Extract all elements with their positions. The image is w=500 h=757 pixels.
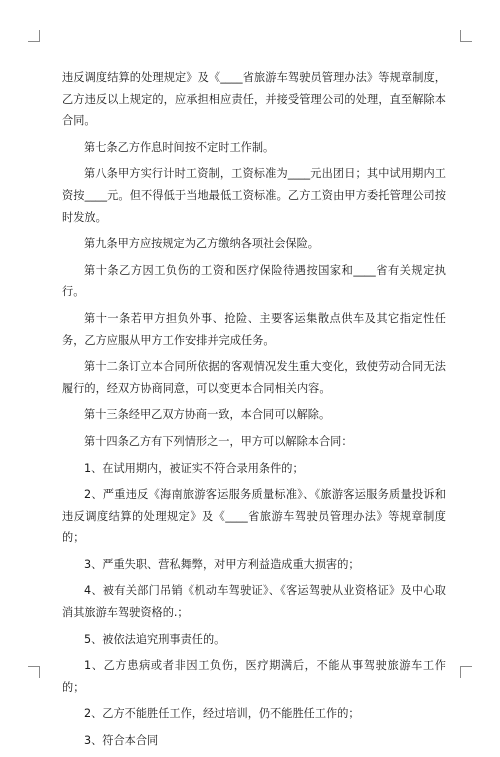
paragraph: 第十条乙方因工负伤的工资和医疗保险待遇按国家和____省有关规定执行。 [62, 263, 446, 299]
crop-mark-top-right [460, 30, 472, 42]
paragraph: 第十二条订立本合同所依据的客观情况发生重大变化，致使劳动合同无法履行的，经双方协商同意，可以变更本合同相关内容。 [62, 360, 446, 395]
list-item: 2、乙方不能胜任工作，经过培训，仍不能胜任工作的； [84, 707, 360, 721]
list-item: 1、乙方患病或者非因工负伤，医疗期满后，不能从事驾驶旅游车工作的； [62, 659, 446, 694]
list-item: 4、被有关部门吊销《机动车驾驶证》、《客运驾驶从业资格证》及中心取消其旅游车驾驶资格的.； [62, 584, 446, 620]
crop-mark-top-left [28, 30, 40, 42]
list-item: 1、在试用期内，被证实不符合录用条件的； [84, 461, 304, 475]
list-item: 3、严重失职、营私舞弊，对甲方利益造成重大损害的； [84, 557, 360, 571]
paragraph: 违反调度结算的处理规定》及《____省旅游车驾驶员管理办法》等规章制度，乙方违反以上规定的，应承担相应责任，并接受管理公司的处理，直至解除本合同。 [62, 71, 446, 128]
document-body [62, 67, 446, 757]
list-item: 2、严重违反《海南旅游客运服务质量标准》、《旅游客运服务质量投诉和违反调度结算的处理规定》及《____省旅游车驾驶员管理办法》等规章制度的； [62, 488, 446, 545]
paragraph: 第十三条经甲乙双方协商一致，本合同可以解除。 [84, 408, 331, 422]
crop-mark-bottom-right [460, 666, 472, 678]
crop-mark-bottom-left [28, 666, 40, 678]
paragraph: 第十四条乙方有下列情形之一，甲方可以解除本合同： [84, 434, 353, 448]
paragraph: 第八条甲方实行计时工资制，工资标准为____元出团日；其中试用期内工资按____元。但不得低于当地最低工资标准。乙方工资由甲方委托管理公司按时发放。 [62, 167, 446, 224]
list-item: 5、被依法追究刑事责任的。 [84, 632, 226, 646]
paragraph: 第九条甲方应按规定为乙方缴纳各项社会保险。 [84, 237, 319, 251]
paragraph: 第七条乙方作息时间按不定时工作制。 [84, 140, 275, 154]
paragraph: 第十一条若甲方担负外事、抢险、主要客运集散点供车及其它指定性任务，乙方应服从甲方工作安排并完成任务。 [62, 311, 446, 347]
list-item: 3、符合本合同 [84, 734, 159, 748]
